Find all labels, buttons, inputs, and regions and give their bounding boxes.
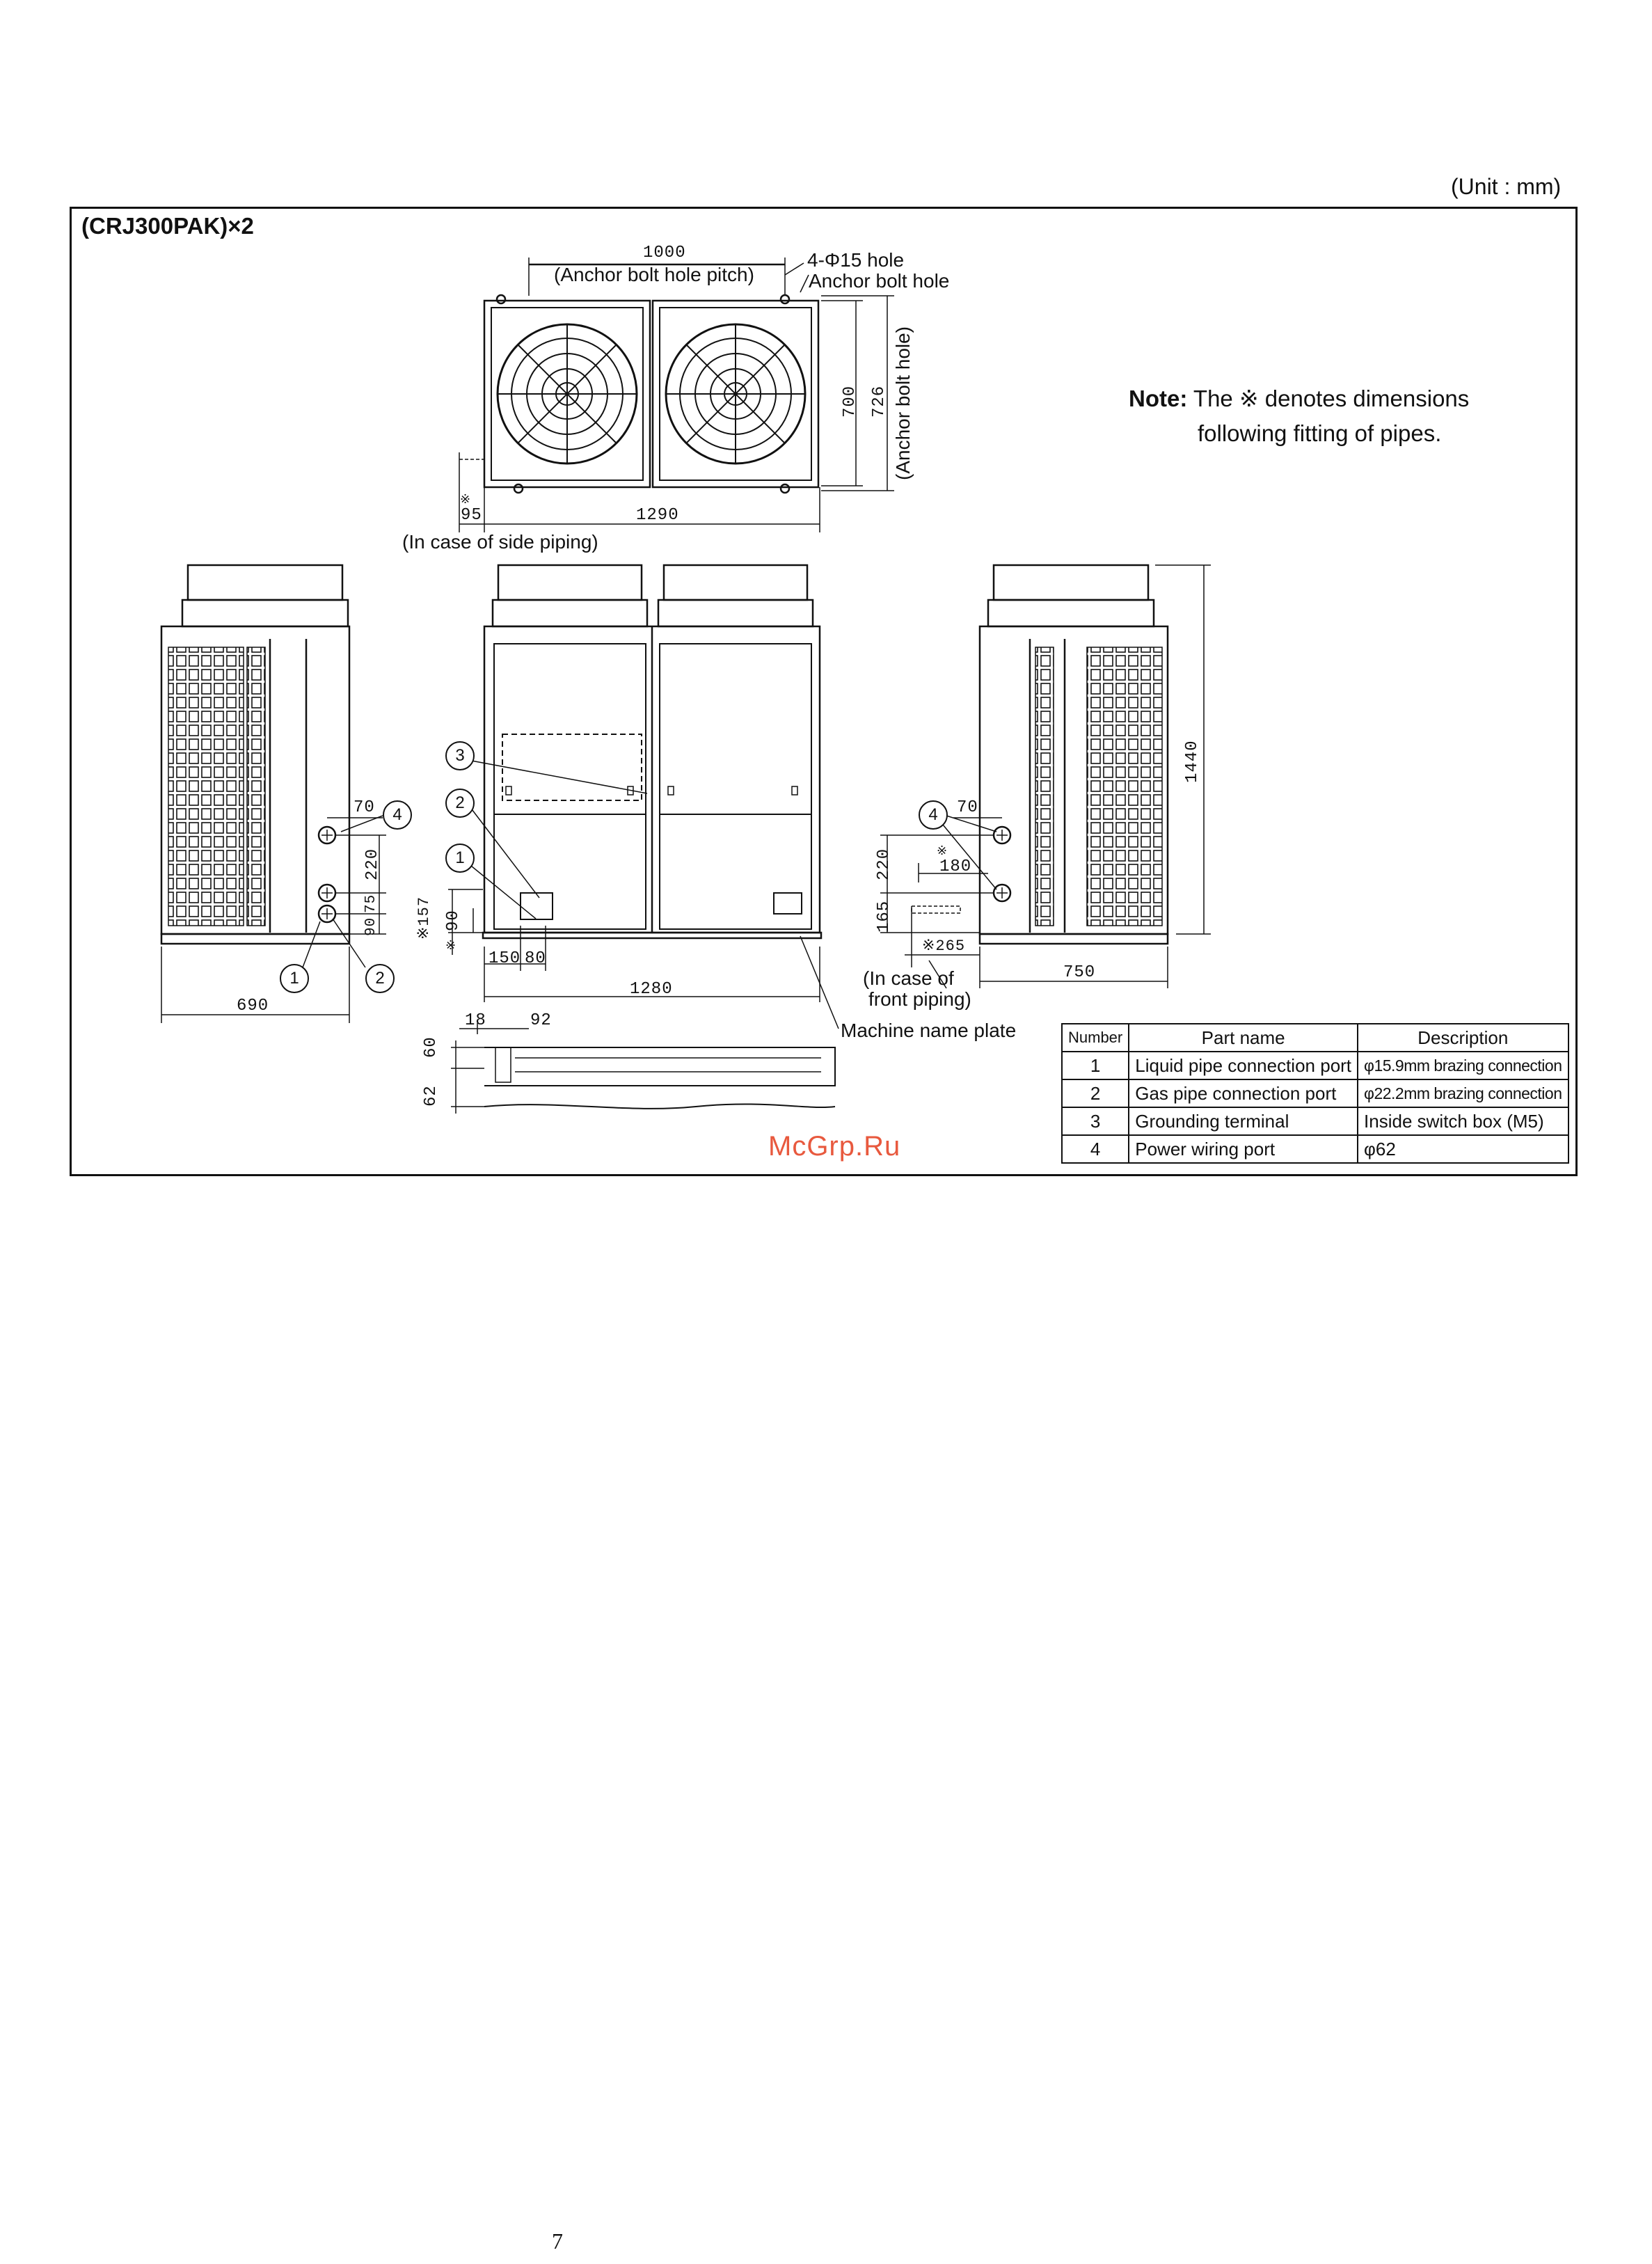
parts-table [1061, 1023, 1569, 1164]
row-part-name: Gas pipe connection port [1129, 1079, 1358, 1107]
callout-1-left: 1 [280, 964, 309, 993]
table-row [1062, 1052, 1568, 1079]
row-part-name: Liquid pipe connection port [1129, 1052, 1358, 1079]
base-dim-92: 92 [530, 1011, 552, 1030]
front-dim-90: 90 [444, 910, 463, 931]
header-part-name: Part name [1129, 1024, 1358, 1052]
top-view-star: ※ [460, 493, 472, 507]
right-star: ※ [937, 845, 948, 859]
left-depth-690: 690 [237, 997, 269, 1015]
note-line-1: The ※ denotes dimensions [1193, 386, 1470, 411]
callout-4-right: 4 [919, 800, 948, 830]
row-number: 3 [1062, 1107, 1129, 1135]
side-piping-caption: (In case of side piping) [402, 531, 598, 553]
anchor-pitch-value: 1000 [643, 244, 686, 262]
anchor-pitch-caption: (Anchor bolt hole pitch) [554, 264, 754, 285]
width-total-value: 1290 [636, 506, 679, 525]
front-dim-150: 150 [489, 949, 521, 968]
left-gap-75: 75 [363, 894, 379, 913]
row-description: φ62 [1358, 1135, 1568, 1163]
callout-2-front: 2 [445, 789, 475, 818]
front-piping-caption-1: (In case of [863, 967, 954, 989]
row-number: 1 [1062, 1052, 1129, 1079]
callout-1-front: 1 [445, 844, 475, 873]
note-line-2: following fitting of pipes. [1198, 420, 1442, 446]
right-depth-750: 750 [1063, 963, 1096, 982]
callout-2-left: 2 [365, 964, 395, 993]
row-number: 4 [1062, 1135, 1129, 1163]
hole-caption: Anchor bolt hole [809, 270, 950, 292]
right-side-view [880, 565, 1211, 988]
parts-table-header [1062, 1024, 1568, 1052]
callout-3-front: 3 [445, 741, 475, 770]
base-detail [451, 1023, 835, 1114]
unit-label: (Unit : mm) [1451, 174, 1562, 199]
watermark: McGrp.Ru [768, 1131, 901, 1162]
left-offset-70: 70 [354, 798, 375, 817]
callout-4-left: 4 [383, 800, 412, 830]
hole-label: 4-Φ15 hole [807, 249, 905, 271]
header-number: Number [1062, 1024, 1129, 1052]
depth-outer-value: 726 [870, 385, 889, 418]
right-height-1440: 1440 [1183, 740, 1202, 783]
row-description: Inside switch box (M5) [1358, 1107, 1568, 1135]
table-row [1062, 1135, 1568, 1163]
front-width-1280: 1280 [630, 980, 673, 999]
right-gap-220: 220 [875, 848, 893, 880]
side-offset-value: 95 [461, 506, 482, 525]
top-view [459, 258, 894, 532]
row-part-name: Power wiring port [1129, 1135, 1358, 1163]
base-dim-62: 62 [422, 1085, 440, 1107]
front-star: ※ [445, 940, 457, 953]
front-dim-157: ※157 [415, 896, 433, 940]
left-gap-90: 90 [363, 917, 379, 936]
header-description: Description [1358, 1024, 1568, 1052]
page-number: 7 [552, 2229, 563, 2254]
note-block [1129, 381, 1469, 451]
right-offset-70: 70 [957, 798, 978, 817]
row-number: 2 [1062, 1079, 1129, 1107]
table-row [1062, 1107, 1568, 1135]
table-row [1062, 1079, 1568, 1107]
right-gap-180: 180 [939, 857, 972, 876]
front-dim-80: 80 [525, 949, 546, 968]
right-gap-165: 165 [875, 900, 893, 933]
left-side-view [161, 565, 386, 1023]
row-part-name: Grounding terminal [1129, 1107, 1358, 1135]
left-gap-220: 220 [363, 848, 382, 880]
nameplate-caption: Machine name plate [841, 1020, 1017, 1041]
base-dim-18: 18 [465, 1011, 486, 1030]
drawing-title: (CRJ300PAK)×2 [81, 213, 254, 239]
note-label: Note: [1129, 386, 1188, 411]
right-dim-265: ※265 [922, 937, 966, 955]
row-description: φ15.9mm brazing connection [1358, 1052, 1568, 1079]
row-description: φ22.2mm brazing connection [1358, 1079, 1568, 1107]
base-dim-60: 60 [422, 1036, 440, 1058]
front-piping-caption-2: front piping) [868, 988, 971, 1010]
depth-inner-value: 700 [841, 385, 859, 418]
depth-caption: (Anchor bolt hole) [892, 326, 914, 480]
